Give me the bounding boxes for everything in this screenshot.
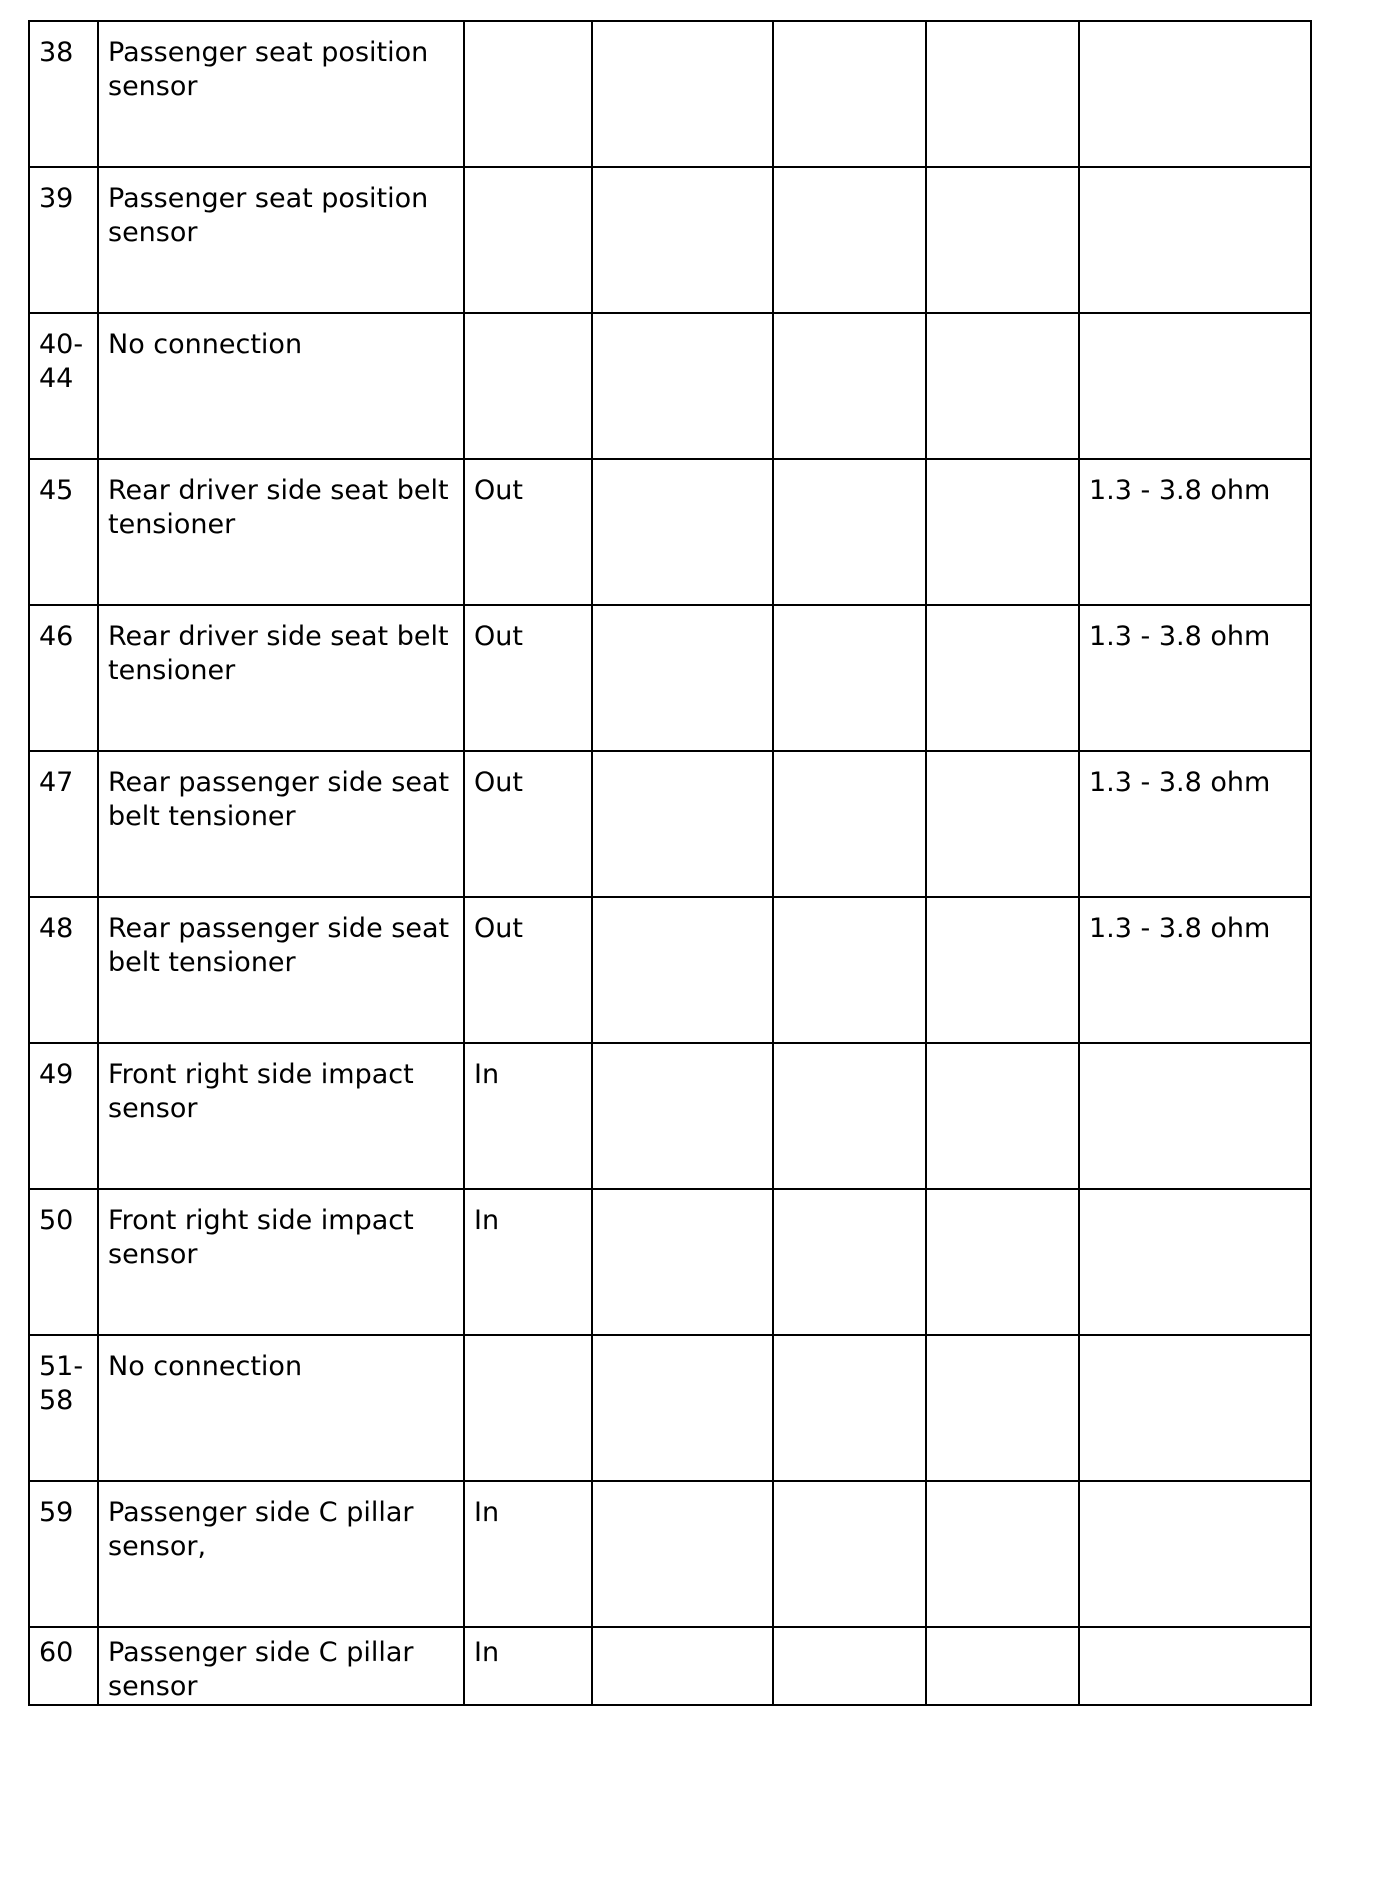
table-row — [29, 1627, 1311, 1705]
empty-cell — [592, 1627, 773, 1705]
direction-cell — [464, 313, 592, 459]
table-row — [29, 1043, 1311, 1189]
resistance-cell — [1079, 313, 1311, 459]
description-cell: No connection — [98, 1335, 464, 1481]
table-row — [29, 1481, 1311, 1627]
empty-cell — [926, 1481, 1079, 1627]
empty-cell — [926, 605, 1079, 751]
empty-cell — [592, 1043, 773, 1189]
description-cell: No connection — [98, 313, 464, 459]
pin-cell: 59 — [29, 1481, 98, 1627]
table-row — [29, 1335, 1311, 1481]
empty-cell — [592, 21, 773, 167]
table-body — [29, 21, 1311, 1705]
pin-cell: 49 — [29, 1043, 98, 1189]
empty-cell — [926, 313, 1079, 459]
table-row — [29, 459, 1311, 605]
empty-cell — [592, 751, 773, 897]
empty-cell — [926, 751, 1079, 897]
description-cell: Passenger side C pillar sensor, — [98, 1481, 464, 1627]
table-row — [29, 605, 1311, 751]
pin-cell: 50 — [29, 1189, 98, 1335]
description-cell: Passenger seat position sensor — [98, 21, 464, 167]
empty-cell — [773, 1043, 926, 1189]
resistance-cell: 1.3 - 3.8 ohm — [1079, 459, 1311, 605]
pin-cell: 60 — [29, 1627, 98, 1705]
empty-cell — [592, 167, 773, 313]
description-cell: Front right side impact sensor — [98, 1189, 464, 1335]
table-row — [29, 21, 1311, 167]
resistance-cell: 1.3 - 3.8 ohm — [1079, 751, 1311, 897]
resistance-cell — [1079, 21, 1311, 167]
empty-cell — [592, 605, 773, 751]
resistance-cell — [1079, 1627, 1311, 1705]
empty-cell — [773, 1189, 926, 1335]
pin-cell: 38 — [29, 21, 98, 167]
empty-cell — [592, 897, 773, 1043]
empty-cell — [592, 1335, 773, 1481]
description-cell: Rear passenger side seat belt tensioner — [98, 751, 464, 897]
direction-cell: Out — [464, 459, 592, 605]
resistance-cell — [1079, 1043, 1311, 1189]
direction-cell: In — [464, 1627, 592, 1705]
description-cell: Rear passenger side seat belt tensioner — [98, 897, 464, 1043]
resistance-cell: 1.3 - 3.8 ohm — [1079, 605, 1311, 751]
direction-cell: In — [464, 1481, 592, 1627]
empty-cell — [773, 313, 926, 459]
empty-cell — [773, 751, 926, 897]
resistance-cell — [1079, 1335, 1311, 1481]
pin-cell: 47 — [29, 751, 98, 897]
pin-cell: 45 — [29, 459, 98, 605]
empty-cell — [926, 1043, 1079, 1189]
table-row — [29, 751, 1311, 897]
pin-cell: 39 — [29, 167, 98, 313]
empty-cell — [926, 167, 1079, 313]
empty-cell — [773, 605, 926, 751]
pin-cell: 51-58 — [29, 1335, 98, 1481]
empty-cell — [773, 167, 926, 313]
direction-cell: Out — [464, 751, 592, 897]
direction-cell — [464, 21, 592, 167]
direction-cell: Out — [464, 605, 592, 751]
empty-cell — [773, 897, 926, 1043]
pin-cell: 46 — [29, 605, 98, 751]
resistance-cell — [1079, 1189, 1311, 1335]
empty-cell — [592, 313, 773, 459]
empty-cell — [592, 459, 773, 605]
empty-cell — [926, 1627, 1079, 1705]
resistance-cell: 1.3 - 3.8 ohm — [1079, 897, 1311, 1043]
empty-cell — [773, 1481, 926, 1627]
pin-cell: 40-44 — [29, 313, 98, 459]
empty-cell — [926, 1335, 1079, 1481]
table-row — [29, 313, 1311, 459]
empty-cell — [926, 1189, 1079, 1335]
resistance-cell — [1079, 167, 1311, 313]
description-cell: Front right side impact sensor — [98, 1043, 464, 1189]
empty-cell — [773, 459, 926, 605]
empty-cell — [773, 1335, 926, 1481]
pin-cell: 48 — [29, 897, 98, 1043]
table-row — [29, 167, 1311, 313]
direction-cell: In — [464, 1043, 592, 1189]
direction-cell — [464, 167, 592, 313]
resistance-cell — [1079, 1481, 1311, 1627]
description-cell: Passenger side C pillar sensor — [98, 1627, 464, 1705]
empty-cell — [773, 21, 926, 167]
empty-cell — [926, 459, 1079, 605]
empty-cell — [592, 1189, 773, 1335]
pin-assignment-table — [28, 20, 1312, 1706]
empty-cell — [773, 1627, 926, 1705]
table-row — [29, 1189, 1311, 1335]
direction-cell: Out — [464, 897, 592, 1043]
direction-cell: In — [464, 1189, 592, 1335]
description-cell: Passenger seat position sensor — [98, 167, 464, 313]
empty-cell — [926, 897, 1079, 1043]
empty-cell — [592, 1481, 773, 1627]
description-cell: Rear driver side seat belt tensioner — [98, 459, 464, 605]
direction-cell — [464, 1335, 592, 1481]
empty-cell — [926, 21, 1079, 167]
description-cell: Rear driver side seat belt tensioner — [98, 605, 464, 751]
table-row — [29, 897, 1311, 1043]
